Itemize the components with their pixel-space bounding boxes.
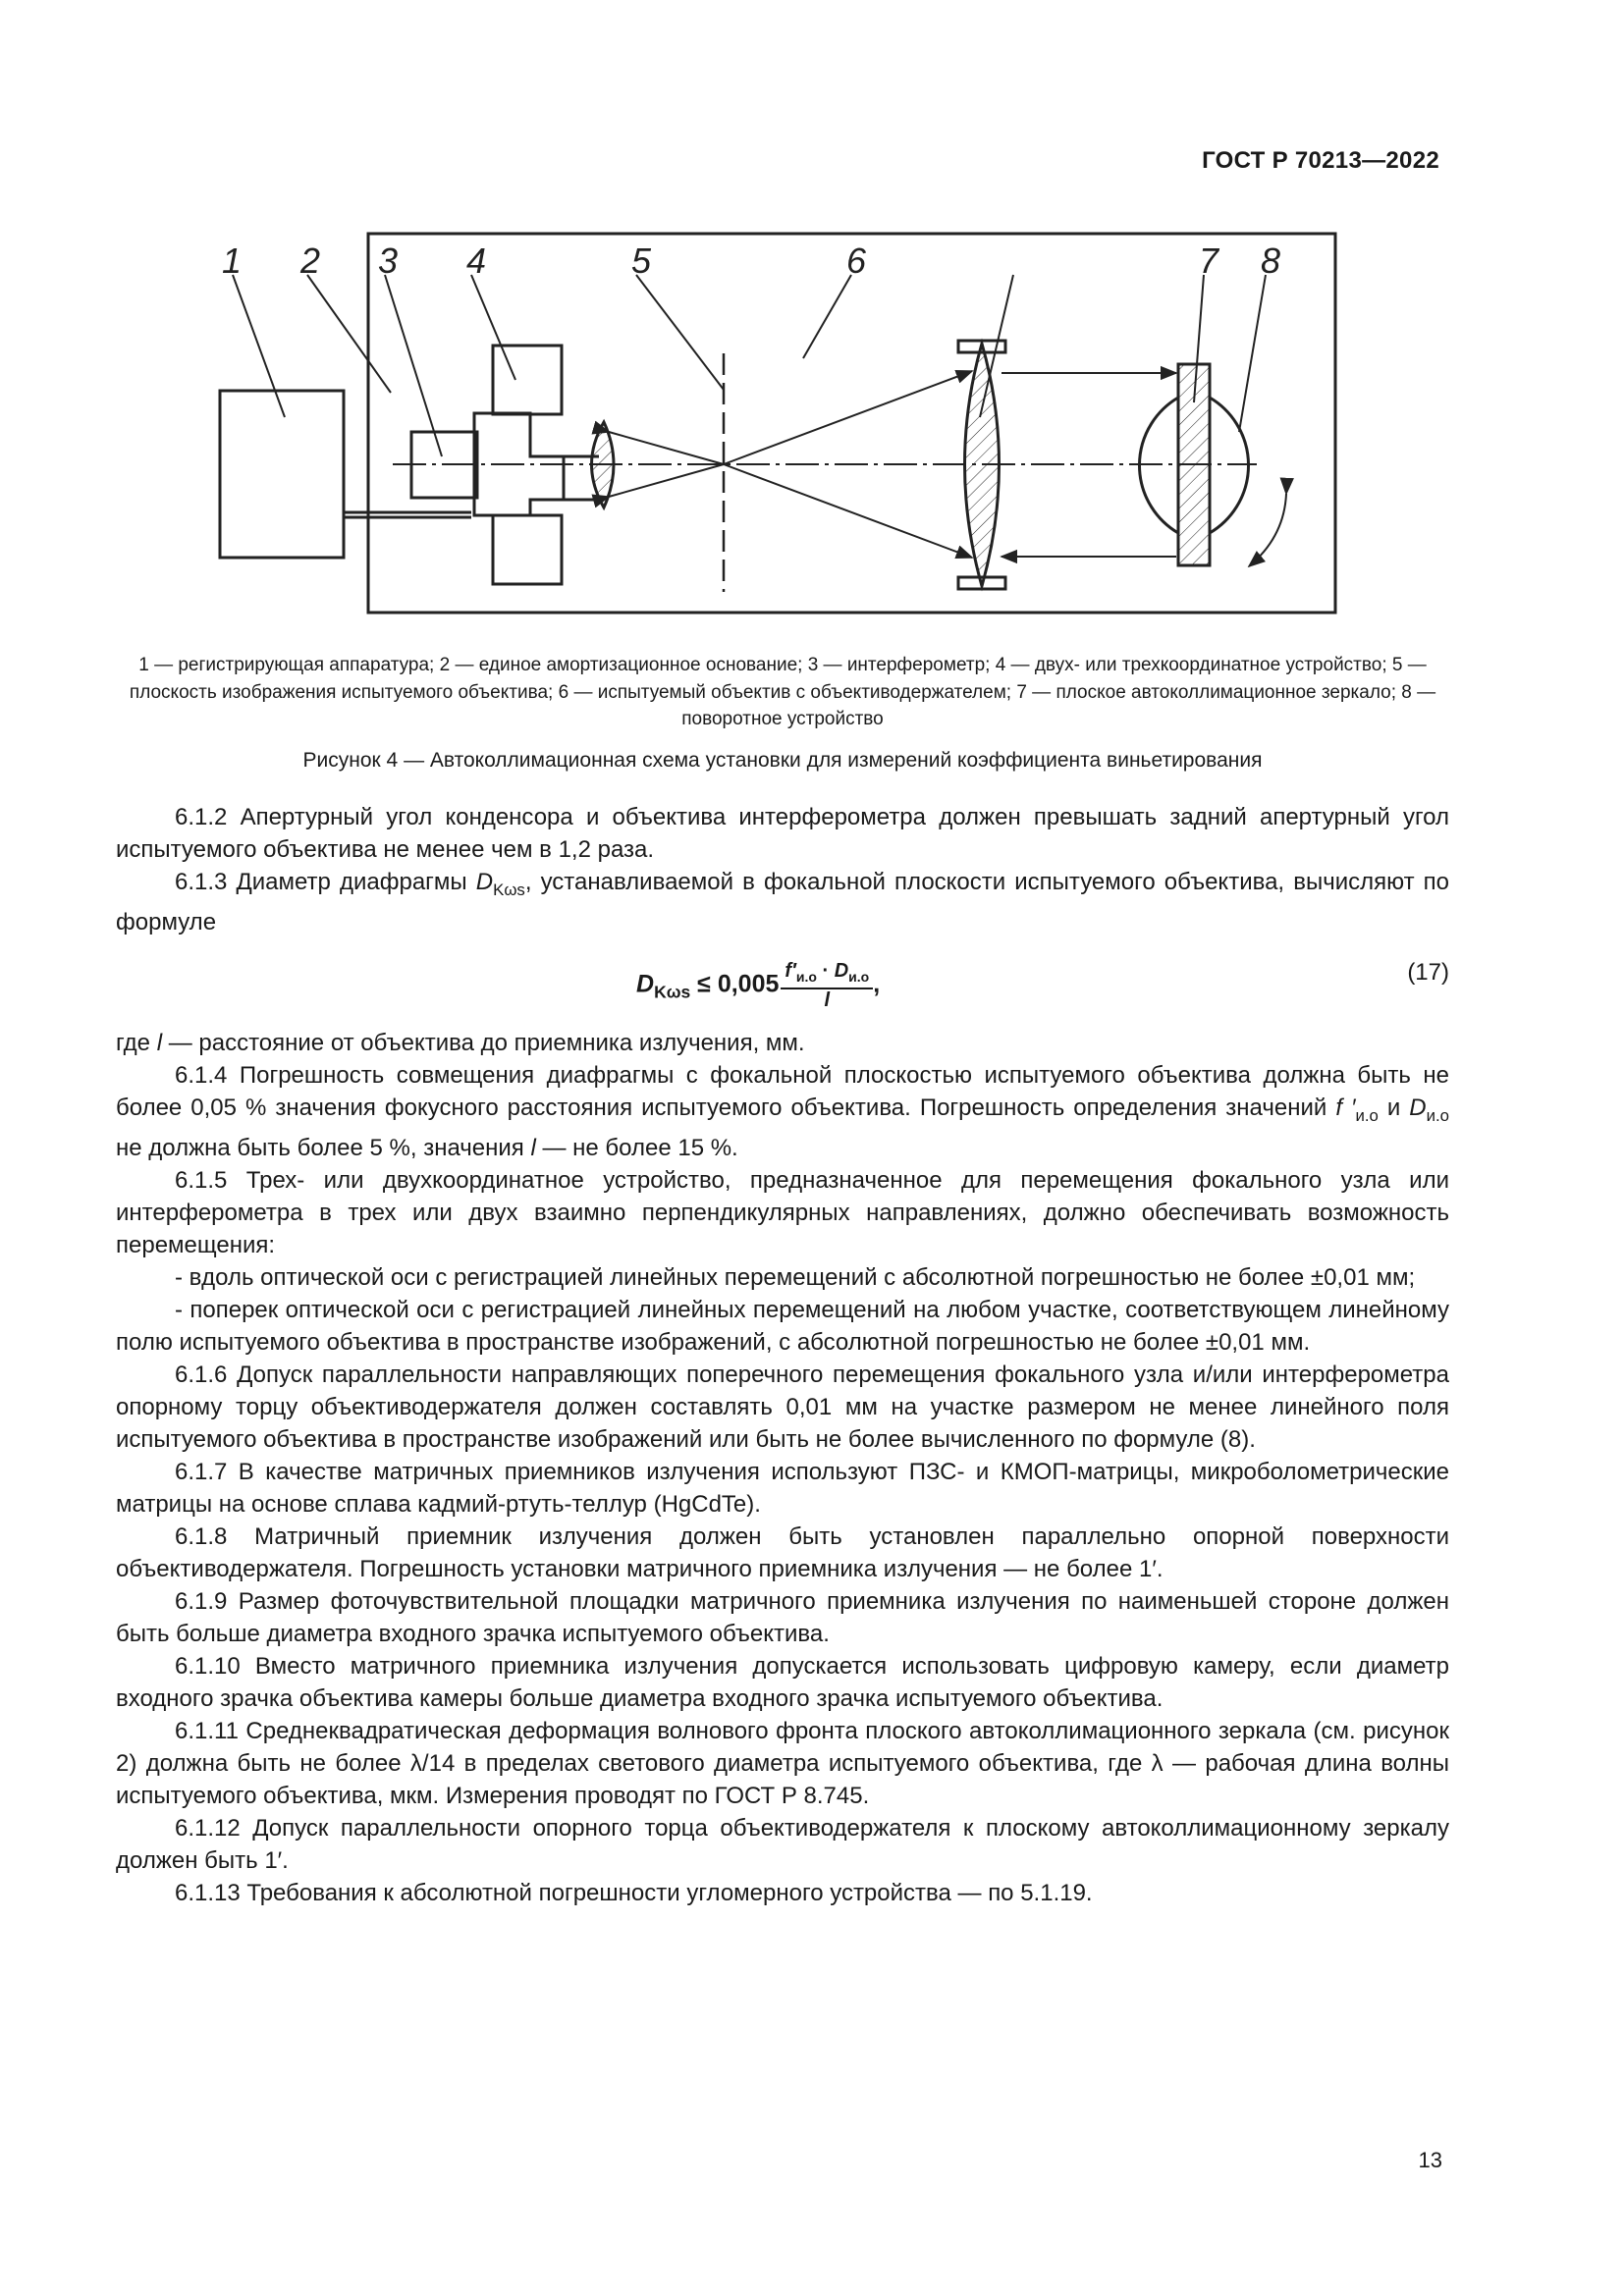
formula-num-d: D xyxy=(834,959,849,982)
formula-den-l: l xyxy=(824,988,831,1011)
symbol-io-subscript-2: и.о xyxy=(1426,1105,1449,1125)
formula-fraction xyxy=(781,960,873,1011)
document-id: ГОСТ Р 70213—2022 xyxy=(1202,147,1439,174)
formula-17 xyxy=(116,938,1449,1027)
recorder-box xyxy=(220,391,344,558)
paragraph-6-1-3-text-b: , устанавливаемой в фокальной плоскости испытуемого объектива, вычисляют по формуле xyxy=(116,869,1450,935)
symbol-io-subscript-1: и.о xyxy=(1355,1105,1379,1125)
equation-number: (17) xyxy=(1407,958,1449,986)
list-item-along-axis: - вдоль оптической оси с регистрацией линейных перемещений с абсолютной погрешностью не более ±0,01 мм; xyxy=(175,1263,1416,1291)
paragraph-6-1-12: 6.1.12 Допуск параллельности опорного торца объективодержателя к плоскому автоколлимационному зеркалу должен быть 1′. xyxy=(116,1814,1449,1874)
formula-numerator xyxy=(781,960,873,989)
list-item-across-axis: - поперек оптической оси с регистрацией линейных перемещений на любом участке, соответствующем линейному полю испытуемого объектива в пространстве изображений, с абсолютной погрешностью не более ±0,01 мм. xyxy=(116,1296,1449,1356)
figure-label-6: 6 xyxy=(846,240,867,281)
paragraph-6-1-4 xyxy=(116,1059,1449,1164)
autocollimation-scheme xyxy=(147,221,1375,623)
paragraph-6-1-4-text-a: 6.1.4 Погрешность совмещения диафрагмы с фокальной плоскостью испытуемого объектива должна быть не более 0,05 % значения фокусного расстояния испытуемого объектива. Погрешность определения значений xyxy=(116,1061,1449,1121)
symbol-l-2: l xyxy=(530,1134,536,1161)
paragraph-6-1-4-text-b: и xyxy=(1378,1094,1410,1121)
formula-relation: ≤ 0,005 xyxy=(690,970,780,998)
symbol-f-prime: f ′ xyxy=(1335,1094,1356,1121)
paragraph-6-1-2: 6.1.2 Апертурный угол конденсора и объектива интерферометра должен превышать задний апертурный угол испытуемого объектива не менее чем в 1,2 раза. xyxy=(116,804,1449,863)
formula-lhs-symbol: D xyxy=(636,970,655,998)
figure-caption: Рисунок 4 — Автоколлимационная схема установки для измерений коэффициента виньетирования xyxy=(302,749,1263,772)
symbol-l: l xyxy=(156,1029,163,1056)
formula-trailer: , xyxy=(873,970,881,998)
paragraph-6-1-6: 6.1.6 Допуск параллельности направляющих поперечного перемещения фокального узла и/или интерферометра опорному торцу объективодержателя должен составлять 0,01 мм на участке размером не менее линейного поля испытуемого объектива в пространстве изображений или быть не более вычисленного по формуле (8). xyxy=(116,1361,1449,1453)
figure-label-5: 5 xyxy=(631,240,652,281)
paragraph-6-1-5: 6.1.5 Трех- или двухкоординатное устройство, предназначенное для перемещения фокального узла или интерферометра в трех или двух взаимно перпендикулярных направлениях, должно обеспечивать возможность перемещения: xyxy=(116,1166,1449,1258)
formula-num-d-sub: и.о xyxy=(848,968,870,985)
figure-label-4: 4 xyxy=(466,240,487,281)
symbol-kws-subscript: Kωs xyxy=(493,880,525,899)
paragraph-6-1-3 xyxy=(116,866,1449,938)
figure-4-diagram xyxy=(147,221,1375,623)
paragraph-6-1-3-text-a: 6.1.3 Диаметр диафрагмы xyxy=(175,869,476,895)
paragraph-6-1-4-text-c: не должна быть более 5 %, значения xyxy=(116,1134,531,1161)
formula-num-f: f′ xyxy=(785,959,796,982)
where-text-a: где xyxy=(116,1029,157,1056)
figure-label-3: 3 xyxy=(378,240,399,281)
figure-label-8: 8 xyxy=(1261,240,1281,281)
paragraph-6-1-13: 6.1.13 Требования к абсолютной погрешности угломерного устройства — по 5.1.19. xyxy=(175,1879,1093,1906)
formula-expression xyxy=(636,960,880,1011)
symbol-d-2: D xyxy=(1409,1094,1427,1121)
paragraph-6-1-8: 6.1.8 Матричный приемник излучения должен быть установлен параллельно опорной поверхности объективодержателя. Погрешность установки матричного приемника излучения — не более 1′. xyxy=(116,1522,1449,1582)
paragraph-6-1-7: 6.1.7 В качестве матричных приемников излучения используют ПЗС- и КМОП-матрицы, микроболометрические матрицы на основе сплава кадмий-ртуть-теллур (HgCdTe). xyxy=(116,1458,1449,1518)
paragraph-6-1-9: 6.1.9 Размер фоточувствительной площадки матричного приемника излучения по наименьшей стороне должен быть больше диаметра входного зрачка испытуемого объектива. xyxy=(116,1587,1449,1647)
page-number: 13 xyxy=(1418,2148,1442,2172)
paragraph-where xyxy=(116,1027,1449,1059)
paragraph-6-1-4-text-d: — не более 15 %. xyxy=(535,1134,738,1161)
paragraph-6-1-10: 6.1.10 Вместо матричного приемника излучения допускается использовать цифровую камеру, если диаметр входного зрачка объектива камеры больше диаметра входного зрачка испытуемого объектива. xyxy=(116,1652,1449,1712)
formula-num-dot: · xyxy=(816,959,835,982)
formula-num-f-sub: и.о xyxy=(795,968,817,985)
paragraph-6-1-11: 6.1.11 Среднеквадратическая деформация волнового фронта плоского автоколлимационного зеркала (см. рисунок 2) должна быть не более λ/14 в пределах светового диаметра испытуемого объектива, где λ — рабочая длина волны испытуемого объектива, мкм. Измерения проводят по ГОСТ Р 8.745. xyxy=(116,1717,1450,1809)
figure-label-7: 7 xyxy=(1199,240,1219,281)
symbol-d: D xyxy=(475,869,494,895)
figure-label-1: 1 xyxy=(222,240,243,281)
figure-legend: 1 — регистрирующая аппаратура; 2 — единое амортизационное основание; 3 — интерферометр; 4 — двух- или трехкоординатное устройство; 5 — плоскость изображения испытуемого объектива; 6 — испытуемый объектив с объективодержателем; 7 — плоское автоколлимационное зеркало; 8 — поворотное устройство xyxy=(129,655,1436,729)
where-text-b: — расстояние от объектива до приемника излучения, мм. xyxy=(162,1029,805,1056)
figure-label-2: 2 xyxy=(300,240,321,281)
formula-denominator xyxy=(781,989,873,1011)
formula-lhs-sub: Kωs xyxy=(654,982,691,1002)
document-body xyxy=(116,801,1449,1909)
